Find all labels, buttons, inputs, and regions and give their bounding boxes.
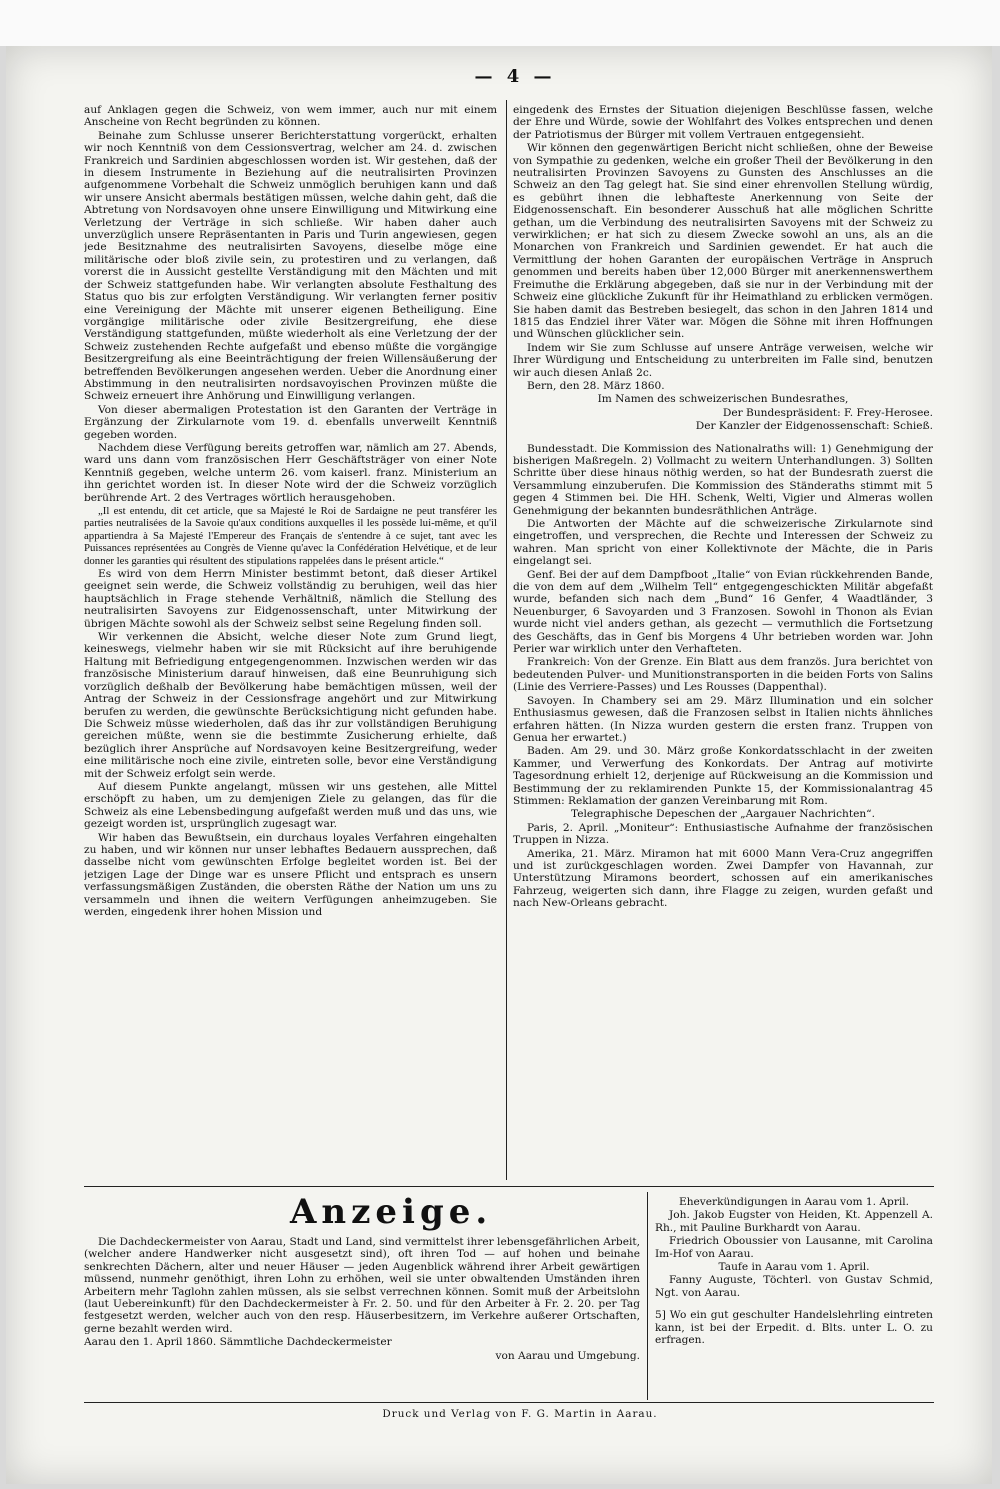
paragraph: Taufe in Aarau vom 1. April.: [718, 1261, 870, 1274]
paragraph: [513, 434, 933, 442]
paragraph: Fanny Auguste, Töchterl. von Gustav Schmid, Ngt. von Aarau.: [655, 1274, 933, 1299]
paragraph: 5] Wo ein gut geschulter Handelslehrling eintreten kann, ist bei der Erpedit. d. Blts. unter L. O. zu erfragen.: [655, 1309, 933, 1347]
scan-top-band: [0, 0, 1000, 46]
page-number: — 4 —: [474, 66, 556, 87]
paragraph: Die Antworten der Mächte auf die schweizerische Zirkularnote sind eingetroffen, und versprechen, die Rechte und Interessen der Schweiz zu wahren. Man spricht von einer Kollektivnote der Mächte, die in Paris eingelangt sei.: [513, 518, 933, 568]
paragraph: Indem wir Sie zum Schlusse auf unsere Anträge verweisen, welche wir Ihrer Würdigung und Entscheidung zu unterbreiten im Falle sind, benutzen wir auch diesen Anlaß 2c.: [513, 341, 933, 379]
paragraph: Von dieser abermaligen Protestation ist den Garanten der Verträge in Ergänzung der Zirkularnote vom 19. d. ebenfalls unverweilt Kenntniß gegeben worden.: [84, 403, 497, 441]
paragraph: Savoyen. In Chambery sei am 29. März Illumination und ein solcher Enthusiasmus gewesen, daß die Franzosen selbst in Italien nichts ähnliches erfahren hätten. (In Nizza wurden gestern die ersten franz. Truppen von Genua her erwartet.): [513, 694, 933, 744]
paragraph: Bundesstadt. Die Kommission des Nationalraths will: 1) Genehmigung der bisherigen Maßregeln. 2) Vollmacht zu weitern Unterhandlungen. 3) Sollten Schritte über diese hinaus nöthig werden, so hat der Bundesrath zuerst die Versammlung einzuberufen. Die Kommission des Ständeraths stimmt mit 5 gegen 4 Stimmen bei. Die HH. Schenk, Welti, Vigier und Almeras wollen Genehmigung der bekannten bundesräthlichen Anträge.: [513, 442, 933, 517]
ad-title: Anzeige.: [290, 1192, 493, 1232]
paragraph: „Il est entendu, dit cet article, que sa Majesté le Roi de Sardaigne ne peut transférer les parties neutralisées de la Savoie qu'aux conditions auxquelles il les possède lui-même, et qu'il appartiendra à Sa Majesté l'Empereur des Français de s'entendre à ce sujet, tant avec les Puissances représentées au Congrès de Vienne qu'avec la Confédération Helvétique, et de leur donner les garanties qui résultent des stipulations rappelées dans le présent article.“: [84, 505, 497, 567]
section-divider: [84, 1186, 934, 1187]
paragraph: Der Bundespräsident: F. Frey-Herosee.: [722, 406, 933, 419]
footer-rule: [84, 1402, 934, 1403]
paragraph: Frankreich: Von der Grenze. Ein Blatt aus dem französ. Jura berichtet von bedeutenden Pulver- und Munitionstransporten in die beiden Forts von Salins (Linie des Verriere-Passes) und Les Rousses (Dappenthal).: [513, 656, 933, 694]
paragraph: Telegraphische Depeschen der „Aargauer Nachrichten“.: [571, 808, 875, 821]
paragraph: Paris, 2. April. „Moniteur“: Enthusiastische Aufnahme der französischen Truppen in Nizza.: [513, 821, 933, 847]
paragraph: Bern, den 28. März 1860.: [527, 379, 665, 392]
paragraph: Der Kanzler der Eidgenossenschaft: Schieß.: [695, 420, 933, 433]
column-divider: [506, 100, 507, 1180]
paragraph: eingedenk des Ernstes der Situation diejenigen Beschlüsse fassen, welche der Ehre und Würde, sowie der Wohlfahrt des Volkes entsprechen und denen der Patriotismus der Bürger mit vollem Vertrauen entgegensieht.: [513, 104, 933, 141]
paragraph: [655, 1300, 933, 1308]
paragraph: Aarau den 1. April 1860. Sämmtliche Dachdeckermeister: [84, 1336, 392, 1349]
paragraph: Joh. Jakob Eugster von Heiden, Kt. Appenzell A. Rh., mit Pauline Burkhardt von Aarau.: [655, 1209, 933, 1234]
paragraph: Genf. Bei der auf dem Dampfboot „Italie“ von Evian rückkehrenden Bande, die von dem auf dem „Wilhelm Tell“ entgegengeschickten Militär abgefaßt wurde, befanden sich nach dem „Bund“ 16 Genfer, 4 Waadtländer, 3 Neuenburger, 6 Savoyarden und 3 Franzosen. Sowohl in Thonon als Evian wurde nicht viel anders gethan, als gezecht — vermuthlich die Fortsetzung des Geschäfts, das in Genf bis Morgens 4 Uhr betrieben worden war. John Perier war wirklich unter den Verhafteten.: [513, 568, 933, 656]
paragraph: Wir können den gegenwärtigen Bericht nicht schließen, ohne der Beweise von Sympathie zu gedenken, welche ein großer Theil der Bevölkerung in den neutralisirten Provinzen Savoyens zu Gunsten des Anschlusses an die Schweiz an den Tag gelegt hat. Sie sind einer ehrenvollen Stellung würdig, es gebührt ihnen die lebhafteste Anerkennung von Seite der Eidgenossenschaft. Ein besonderer Ausschuß hat alle möglichen Schritte gethan, um die Verbindung des neutralisirten Savoyens mit der Schweiz zu verwirklichen; er hat sich zu diesem Zwecke sowohl an uns, als an die Monarchen von Frankreich und Sardinien gewendet. Er hat auch die Vermittlung der hohen Garanten der europäischen Verträge in Anspruch genommen und bereits haben über 12,000 Bürger mit anerkennenswerthem Freimuthe die Erklärung abgegeben, daß sie nur in der Verbindung mit der Schweiz eine glückliche Zukunft für ihr Heimathland zu erblicken vermögen. Sie haben damit das Bestreben besiegelt, das schon in den Jahren 1814 und 1815 das Endziel ihrer Väter war. Mögen die Söhne mit ihren Hoffnungen und Wünschen glücklicher sein.: [513, 142, 933, 341]
paragraph: Amerika, 21. März. Miramon hat mit 6000 Mann Vera-Cruz angegriffen und ist zurückgeschlagen worden. Zwei Dampfer von Havannah, zur Unterstützung Miramons beordert, schossen auf ein amerikanisches Fahrzeug, weigerten sich dann, ihre Flagge zu zeigen, wurden gefaßt und nach New-Orleans gebracht.: [513, 847, 933, 910]
imprint: Druck und Verlag von F. G. Martin in Aarau.: [382, 1408, 658, 1420]
paragraph: Im Namen des schweizerischen Bundesrathes,: [597, 393, 849, 406]
paragraph: Wir verkennen die Absicht, welche dieser Note zum Grund liegt, keineswegs, vielmehr haben wir sie mit Rücksicht auf ihre beruhigende Haltung mit Befriedigung entgegengenommen. Inzwischen werden wir das französische Ministerium darauf hinweisen, daß eine Beunruhigung sich vorzüglich deßhalb der Bevölkerung habe bemächtigen müssen, weil der Antrag der Schweiz in der Cessionsfrage angehört und zur Mitwirkung berufen zu werden, die gewünschte Berücksichtigung nicht gefunden habe. Die Schweiz müsse wiederholen, daß das ihr zur vollständigen Beruhigung gereichen müßte, wenn sie die bestimmte Zusicherung erhielte, daß bezüglich ihrer Ansprüche auf Nordsavoyen keine Besitzergreifung, weder eine militärische noch eine zivile, eintreten solle, bevor eine Verständigung mit der Schweiz erfolgt sein werde.: [84, 631, 497, 780]
notices-column: [655, 1196, 933, 1401]
paragraph: Eheverkündigungen in Aarau vom 1. April.: [678, 1196, 910, 1208]
paragraph: Nachdem diese Verfügung bereits getroffen war, nämlich am 27. Abends, ward uns dann vom französischen Herr Geschäftsträger von einer Note Kenntniß gegeben, welche unterm 26. vom kaiserl. franz. Ministerium an ihn gerichtet worden ist. In dieser Note wird der die Schweiz vorzüglich berührende Art. 2 des Vertrages wörtlich herausgehoben.: [84, 441, 497, 504]
paragraph: Friedrich Oboussier von Lausanne, mit Carolina Im-Hof von Aarau.: [655, 1235, 933, 1260]
paragraph: Wir haben das Bewußtsein, ein durchaus loyales Verfahren eingehalten zu haben, und wir können nur unser lebhaftes Bedauern aussprechen, daß dasselbe nicht vom gewünschten Erfolge begleitet worden ist. Bei der jetzigen Lage der Dinge war es unsere Pflicht und entsprach es unsern verfassungsmäßigen Zuständen, die obersten Räthe der Nation um uns zu versammeln und ihnen die weitern Verfügungen anheimzugeben. Sie werden, eingedenk ihrer hohen Mission und: [84, 831, 497, 918]
paragraph: Beinahe zum Schlusse unserer Berichterstattung vorgerückt, erhalten wir noch Kenntniß von dem Cessionsvertrag, welcher am 24. d. zwischen Frankreich und Sardinien abgeschlossen worden ist. Wir gestehen, daß der in diesem Instrumente in Beziehung auf die neutralisirten Provinzen aufgenommene Vorbehalt die Schweiz unmöglich beruhigen kann und daß wir unsere Ansicht abermals bestätigen müssen, welche dahin geht, daß die Abtretung von Nordsavoyen ohne unsere Einwilligung und Mitwirkung eine Verletzung der Verträge in sich schließe. Wir haben daher auch unverzüglich unsere Repräsentanten in Paris und Turin angewiesen, gegen jede Besitznahme des neutralisirten Savoyens, dieselbe möge eine militärische oder bloß zivile sein, zu protestiren und zu verlangen, daß vorerst die in Aussicht gestellte Verständigung mit den Mächten und mit der Schweiz stattgefunden habe. Wir verlangten absolute Festhaltung des Status quo bis zur erfolgten Verständigung. Wir verlangten ferner positiv eine Vereinigung der Mächte mit unserer eigenen Betheiligung. Eine vorgängige militärische oder zivile Besitzergreifung, ehe diese Verständigung stattgefunden, müßte wiederholt als eine Verletzung der der Schweiz zustehenden Rechte aufgefaßt und ebenso müßte die vorgängige Besitzergreifung als eine Beeinträchtigung der freien Willensäußerung der betreffenden Bevölkerungen angesehen werden. Ueber die Anordnung einer Abstimmung in den neutralisirten nordsavoyischen Provinzen müßte die Schweiz erneuert ihre Anhörung und Einwilligung verlangen.: [84, 129, 497, 403]
paragraph: Auf diesem Punkte angelangt, müssen wir uns gestehen, alle Mittel erschöpft zu haben, um zu demjenigen Ziele zu gelangen, das für die Schweiz als eine Lebensbedingung aufgefaßt werden muß und das uns, wie gezeigt worden ist, ursprünglich zugesagt war.: [84, 780, 497, 831]
paragraph: von Aarau und Umgebung.: [495, 1349, 640, 1362]
paragraph: auf Anklagen gegen die Schweiz, von wem immer, auch nur mit einem Anscheine von Recht begründen zu können.: [84, 104, 497, 129]
right-column: [513, 104, 933, 1179]
paragraph: Baden. Am 29. und 30. März große Konkordatsschlacht in der zweiten Kammer, und Verwerfung des Konkordats. Der Antrag auf motivirte Tagesordnung erhielt 12, derjenige auf Rückweisung an die Kommission und Bestimmung der zu reklamirenden Punkte 15, der Kommissionalantrag 45 Stimmen: Reklamation der ganzen Vereinbarung mit Rom.: [513, 745, 933, 807]
ad-divider: [647, 1192, 648, 1400]
paragraph: Die Dachdeckermeister von Aarau, Stadt und Land, sind vermittelst ihrer lebensgefährlichen Arbeit, (welcher andere Handwerker nicht ausgesetzt sind), oft ihren Tod — auf hohen und beinahe senkrechten Dächern, alter und neuer Häuser — jeden Augenblick während ihrer Arbeit gewärtigen müssend, nunmehr genöthigt, ihren Lohn zu erhöhen, weil sie unter obwaltenden Umständen ihren Arbeitern mehr Taglohn zahlen müssen, als sie selbst verrechnen können. Somit muß der Arbeitslohn (laut Uebereinkunft) für den Dachdeckermeister à Fr. 2. 50. und für den Arbeiter à Fr. 2. 20. per Tag festgesetzt werden, welcher auch von den resp. Häuserbesitzern, im Verkehre außerer Ortschaften, gerne bezahlt werden wird.: [84, 1236, 640, 1335]
left-column: [84, 104, 497, 1179]
paragraph: Es wird von dem Herrn Minister bestimmt betont, daß dieser Artikel geeignet sein werde, die Schweiz vollständig zu beruhigen, weil das hier hauptsächlich in Frage stehende Verhältniß, nämlich die Stellung des neutralisirten Savoyens zur Eidgenossenschaft, unter Mitwirkung der übrigen Mächte sowohl als der Schweiz selbst seine Regelung finden soll.: [84, 568, 497, 630]
ad-body: [84, 1236, 640, 1396]
